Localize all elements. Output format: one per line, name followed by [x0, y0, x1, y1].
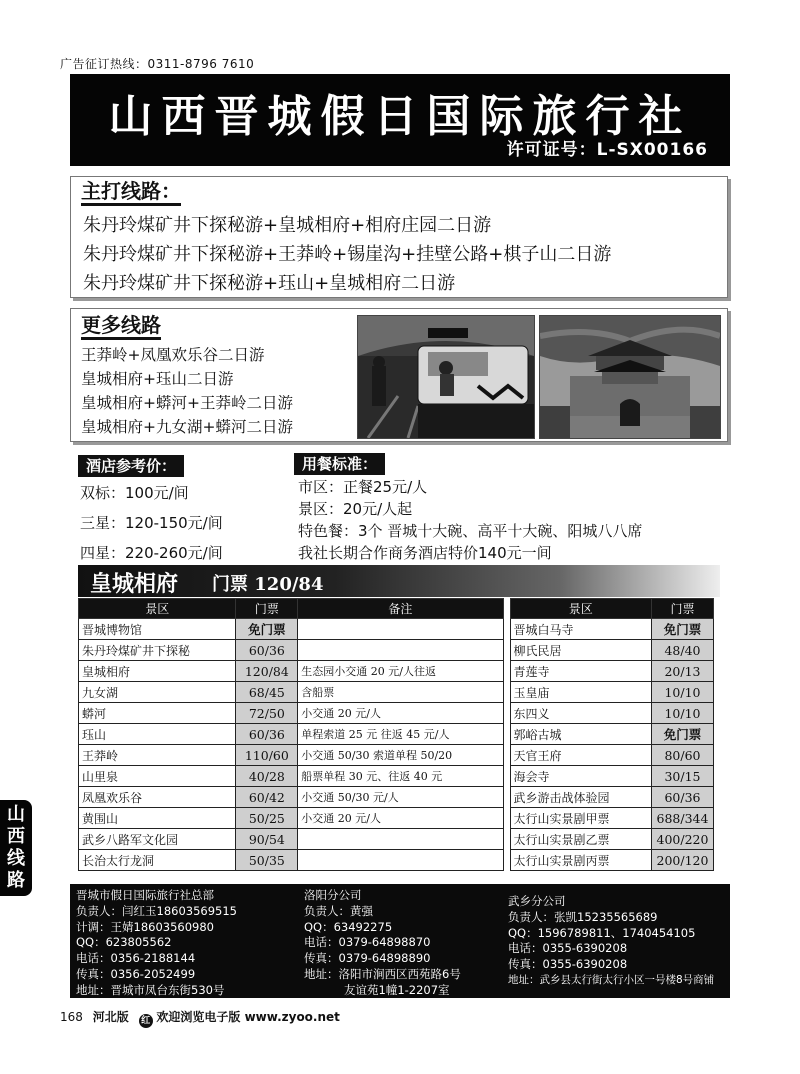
luoyang-line: 负责人：黄强	[304, 903, 373, 918]
table-row	[79, 766, 714, 787]
ticket-price: 10/10	[651, 703, 713, 724]
ticket-note: 小交通 50/30 索道单程 50/20	[298, 745, 503, 766]
route-item: 朱丹玲煤矿井下探秘游+皇城相府+相府庄园二日游	[83, 215, 492, 236]
ticket-price: 48/40	[651, 640, 713, 661]
wuxiang-line: 地址：武乡县太行街太行小区一号楼8号商铺	[508, 973, 715, 986]
table-row	[79, 808, 714, 829]
table-row	[79, 787, 714, 808]
table-row	[79, 661, 714, 682]
mine-train-photo	[357, 315, 535, 439]
table-row	[79, 619, 714, 640]
ticket-price: 免门票	[651, 619, 713, 640]
column-header: 景区	[79, 599, 236, 619]
license-number: 许可证号：L-SX00166	[506, 140, 708, 160]
ticket-price: 90/54	[236, 829, 298, 850]
ticket-banner	[78, 565, 720, 597]
page-footer	[60, 1008, 340, 1028]
scenic-spot-name: 山里泉	[79, 766, 236, 787]
scenic-spot-name: 晋城白马寺	[510, 619, 651, 640]
hq-contact	[76, 888, 237, 999]
hq-line: 传真：0356-2052499	[76, 966, 196, 981]
hotel-heading: 酒店参考价：	[78, 455, 184, 477]
more-route-item: 王莽岭+凤凰欢乐谷二日游	[81, 346, 265, 364]
ticket-price: 50/35	[236, 850, 298, 871]
scenic-spot-name: 武乡八路军文化园	[79, 829, 236, 850]
more-routes-heading: 更多线路	[81, 313, 161, 340]
ticket-price: 免门票	[236, 619, 298, 640]
hq-line: QQ：623805562	[76, 935, 172, 950]
ticket-note: 小交通 50/30 元/人	[298, 787, 503, 808]
hq-line: 晋城市假日国际旅行社总部	[76, 888, 214, 902]
wuxiang-line: 负责人：张凯15235565689	[508, 909, 658, 924]
scenic-spot-name: 郭峪古城	[510, 724, 651, 745]
table-row	[79, 703, 714, 724]
route-item: 朱丹玲煤矿井下探秘游+珏山+皇城相府二日游	[83, 273, 456, 294]
luoyang-line: 电话：0379-64898870	[304, 935, 431, 950]
dining-item: 特色餐：3个 晋城十大碗、高平十大碗、阳城八八席	[298, 522, 643, 540]
hotel-price: 三星：120-150元/间	[80, 514, 223, 532]
hotel-section	[78, 455, 184, 476]
region-side-tab	[0, 800, 32, 896]
ticket-price: 30/15	[651, 766, 713, 787]
ticket-note	[298, 850, 503, 871]
scenic-spot-name: 朱丹玲煤矿井下探秘	[79, 640, 236, 661]
scenic-spot-name: 九女湖	[79, 682, 236, 703]
dining-section	[294, 453, 385, 474]
luoyang-line: 传真：0379-64898890	[304, 951, 431, 966]
column-gap	[503, 850, 510, 871]
ticket-price: 60/36	[651, 787, 713, 808]
scenic-spot-name: 皇城相府	[79, 661, 236, 682]
website-text[interactable]: 欢迎浏览电子版 www.zyoo.net	[156, 1010, 340, 1024]
luoyang-line: 友谊苑1幢1-2207室	[344, 982, 450, 997]
ticket-note: 小交通 20 元/人	[298, 808, 503, 829]
ticket-price: 200/120	[651, 850, 713, 871]
dining-item: 景区：20元/人起	[298, 500, 413, 518]
banner-title: 皇城相府	[90, 571, 179, 597]
banner-subtitle: 门票 120/84	[212, 574, 324, 595]
column-gap	[503, 619, 510, 640]
scenic-spot-name: 太行山实景剧甲票	[510, 808, 651, 829]
column-gap	[503, 724, 510, 745]
ticket-price: 60/36	[236, 640, 298, 661]
ticket-table	[78, 598, 714, 871]
ticket-note: 小交通 20 元/人	[298, 703, 503, 724]
ad-hotline: 广告征订热线：0311-8796 7610	[60, 57, 255, 71]
ticket-price: 68/45	[236, 682, 298, 703]
wuxiang-line: 武乡分公司	[508, 894, 566, 908]
column-header: 景区	[510, 599, 651, 619]
page-number: 168	[60, 1010, 83, 1024]
table-row	[79, 640, 714, 661]
column-gap	[503, 682, 510, 703]
scenic-spot-name: 珏山	[79, 724, 236, 745]
table-row	[79, 724, 714, 745]
scenic-spot-name: 王莽岭	[79, 745, 236, 766]
scenic-spot-name: 海会寺	[510, 766, 651, 787]
column-gap	[503, 787, 510, 808]
ticket-price: 免门票	[651, 724, 713, 745]
more-route-item: 皇城相府+九女湖+蟒河二日游	[81, 418, 293, 436]
agency-title: 山西晋城假日国际旅行社	[108, 91, 692, 142]
wuxiang-line: QQ：1596789811、1740454105	[508, 925, 696, 940]
table-header-row	[79, 599, 714, 619]
ticket-note	[298, 829, 503, 850]
ticket-price: 72/50	[236, 703, 298, 724]
scenic-spot-name: 武乡游击战体验园	[510, 787, 651, 808]
table-row	[79, 745, 714, 766]
hq-line: 计调：王婧18603560980	[76, 919, 214, 934]
scenic-spot-name: 太行山实景剧乙票	[510, 829, 651, 850]
more-routes-box	[70, 308, 728, 442]
ticket-note	[298, 640, 503, 661]
dining-heading: 用餐标准：	[294, 453, 385, 475]
hq-line: 电话：0356-2188144	[76, 951, 196, 966]
ticket-price: 80/60	[651, 745, 713, 766]
scenic-spot-name: 晋城博物馆	[79, 619, 236, 640]
ticket-note: 单程索道 25 元 往返 45 元/人	[298, 724, 503, 745]
scenic-spot-name: 青莲寺	[510, 661, 651, 682]
column-header: 门票	[236, 599, 298, 619]
table-row	[79, 829, 714, 850]
column-gap	[503, 599, 510, 619]
column-gap	[503, 766, 510, 787]
hotel-price: 双标：100元/间	[80, 484, 189, 502]
scenic-spot-name: 黄围山	[79, 808, 236, 829]
ticket-note: 生态园小交通 20 元/人往返	[298, 661, 503, 682]
hq-line: 负责人：闫红玉18603569515	[76, 903, 237, 918]
wuxiang-contact	[508, 894, 714, 989]
ticket-price: 110/60	[236, 745, 298, 766]
luoyang-line: 洛阳分公司	[304, 888, 362, 902]
column-header: 门票	[651, 599, 713, 619]
ticket-note: 含船票	[298, 682, 503, 703]
ticket-price: 60/36	[236, 724, 298, 745]
scenic-spot-name: 蟒河	[79, 703, 236, 724]
column-gap	[503, 745, 510, 766]
column-gap	[503, 829, 510, 850]
table-row	[79, 682, 714, 703]
scenic-spot-name: 天官王府	[510, 745, 651, 766]
scenic-spot-name: 凤凰欢乐谷	[79, 787, 236, 808]
luoyang-line: 地址：洛阳市涧西区西苑路6号	[304, 966, 461, 981]
dining-item: 市区：正餐25元/人	[298, 478, 428, 496]
column-gap	[503, 661, 510, 682]
ticket-price: 20/13	[651, 661, 713, 682]
wuxiang-line: 传真：0355-6390208	[508, 957, 628, 972]
wuxiang-line: 电话：0355-6390208	[508, 941, 628, 956]
scenic-spot-name: 长治太行龙洞	[79, 850, 236, 871]
ancient-gate-photo	[539, 315, 721, 439]
ticket-price: 40/28	[236, 766, 298, 787]
red-badge-icon: 红	[139, 1014, 153, 1028]
more-route-item: 皇城相府+蟒河+王莽岭二日游	[81, 394, 293, 412]
scenic-spot-name: 太行山实景剧丙票	[510, 850, 651, 871]
dining-item: 我社长期合作商务酒店特价140元一间	[298, 544, 552, 562]
ticket-price: 688/344	[651, 808, 713, 829]
scenic-spot-name: 玉皇庙	[510, 682, 651, 703]
edition-label: 河北版	[92, 1010, 129, 1024]
header-banner	[70, 74, 730, 166]
more-route-item: 皇城相府+珏山二日游	[81, 370, 234, 388]
ticket-note	[298, 619, 503, 640]
ticket-price: 400/220	[651, 829, 713, 850]
ticket-price: 120/84	[236, 661, 298, 682]
ticket-price: 60/42	[236, 787, 298, 808]
ticket-note: 船票单程 30 元、往返 40 元	[298, 766, 503, 787]
column-gap	[503, 703, 510, 724]
column-header: 备注	[298, 599, 503, 619]
column-gap	[503, 640, 510, 661]
hq-line: 地址：晋城市凤台东街530号	[76, 982, 225, 997]
luoyang-line: QQ：63492275	[304, 919, 393, 934]
ticket-price: 10/10	[651, 682, 713, 703]
ticket-price: 50/25	[236, 808, 298, 829]
contact-footer	[70, 884, 730, 998]
main-routes-heading: 主打线路：	[81, 179, 181, 206]
scenic-spot-name: 柳氏民居	[510, 640, 651, 661]
side-tab-label: 山西线路	[7, 804, 25, 891]
scenic-spot-name: 东四义	[510, 703, 651, 724]
main-routes-box	[70, 176, 728, 298]
route-item: 朱丹玲煤矿井下探秘游+王莽岭+锡崖沟+挂壁公路+棋子山二日游	[83, 244, 612, 265]
table-row	[79, 850, 714, 871]
column-gap	[503, 808, 510, 829]
luoyang-contact	[304, 888, 461, 999]
hotel-price: 四星：220-260元/间	[80, 544, 223, 562]
